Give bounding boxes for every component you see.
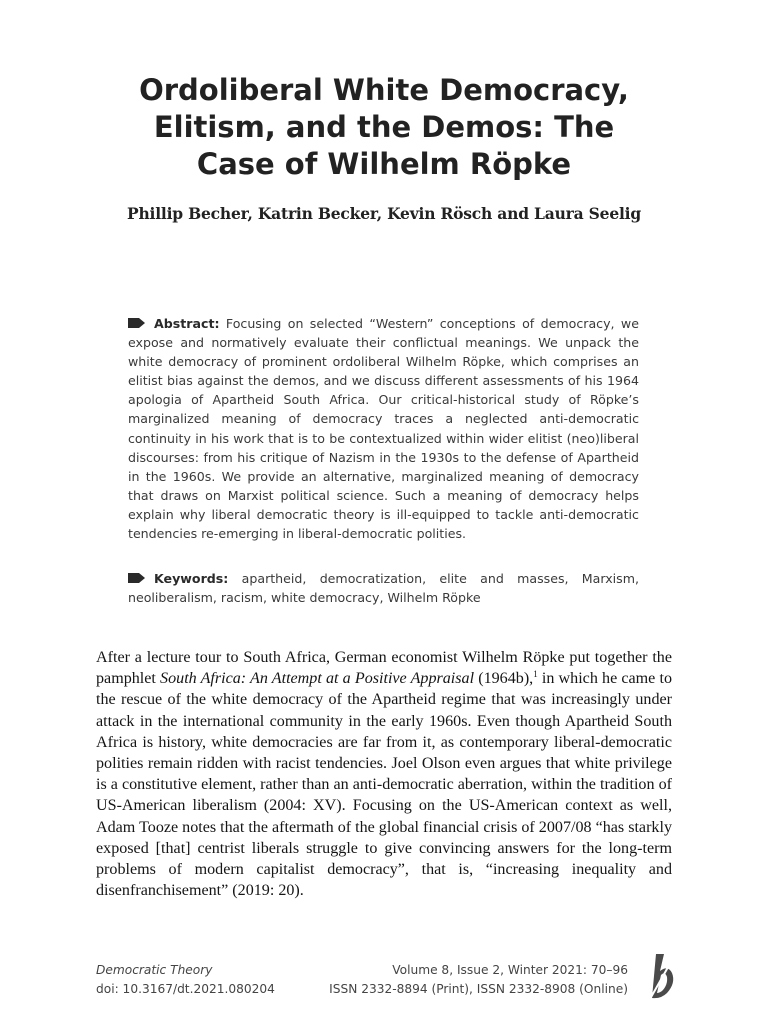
article-title bbox=[96, 72, 672, 183]
body-text-part: (1964b), bbox=[474, 670, 534, 688]
keywords-block bbox=[128, 569, 639, 607]
abstract-label: Abstract: bbox=[154, 316, 220, 331]
author-list: Phillip Becher, Katrin Becker, Kevin Rösch and Laura Seelig bbox=[127, 204, 641, 223]
arrow-icon bbox=[128, 572, 146, 584]
body-text-part: After a lecture tour to South Africa, German economist Wilhelm Röpke put together the pamphlet bbox=[96, 649, 672, 688]
footnote-marker[interactable]: 1 bbox=[533, 669, 538, 680]
keywords-text: apartheid, democratization, elite and masses, Marxism, neoliberalism, racism, white democracy, Wilhelm Röpke bbox=[128, 571, 639, 606]
abstract-block bbox=[128, 314, 639, 543]
book-title: South Africa: An Attempt at a Positive Appraisal bbox=[160, 670, 475, 688]
footer-right bbox=[329, 961, 628, 999]
footer-left bbox=[96, 961, 275, 999]
keywords-label: Keywords: bbox=[154, 571, 229, 586]
issn-info: ISSN 2332-8894 (Print), ISSN 2332-8908 (Online) bbox=[329, 982, 628, 996]
doi: doi: 10.3167/dt.2021.080204 bbox=[96, 982, 275, 996]
body-paragraph bbox=[96, 647, 672, 901]
body-text-part: in which he came to the rescue of the white democracy of the Apartheid regime that was increasingly under attack in the international community in the early 1960s. Even though Apartheid South Africa is history, white democracies are far from it, as contemporary liberal-democratic polities remain ridden with racist tendencies. Joel Olson even argues that white privilege is a constitutive element, rather than an anti-democratic aberration, within the tradition of US-American liberalism (2004: XV). Focusing on the US-American context as well, Adam Tooze notes that the aftermath of the global financial crisis of 2007/08 “has starkly exposed [that] centrist liberals struggle to give convincing answers for the long-term problems of modern capitalist democracy”, that is, “increasing inequality and disenfranchisement” (2019: 20). bbox=[96, 670, 672, 900]
arrow-icon bbox=[128, 317, 146, 329]
title-line: Case of Wilhelm Röpke bbox=[196, 147, 572, 181]
title-line: Elitism, and the Demos: The bbox=[153, 110, 615, 144]
journal-name: Democratic Theory bbox=[96, 963, 213, 977]
abstract-text: Focusing on selected “Western” conceptions of democracy, we expose and normatively evaluate their conflictual meanings. We unpack the white democracy of prominent ordoliberal Wilhelm Röpke, which comprises an elitist bias against the demos, and we discuss different assessments of his 1964 apologia of Apartheid South Africa. Our critical-historical study of Röpke’s marginalized meaning of democracy traces a neglected anti-democratic continuity in his work that is to be contextualized within wider elitist (neo)liberal discourses: from his critique of Nazism in the 1930s to the defense of Apartheid in the 1960s. We provide an alternative, marginalized meaning of democracy that draws on Marxist political science. Such a meaning of democracy helps explain why liberal democratic theory is ill-equipped to tackle anti-democratic tendencies re-emerging in liberal-democratic polities. bbox=[128, 316, 639, 542]
volume-info: Volume 8, Issue 2, Winter 2021: 70–96 bbox=[392, 963, 628, 977]
publisher-logo-icon bbox=[650, 953, 676, 999]
title-line: Ordoliberal White Democracy, bbox=[139, 73, 629, 107]
